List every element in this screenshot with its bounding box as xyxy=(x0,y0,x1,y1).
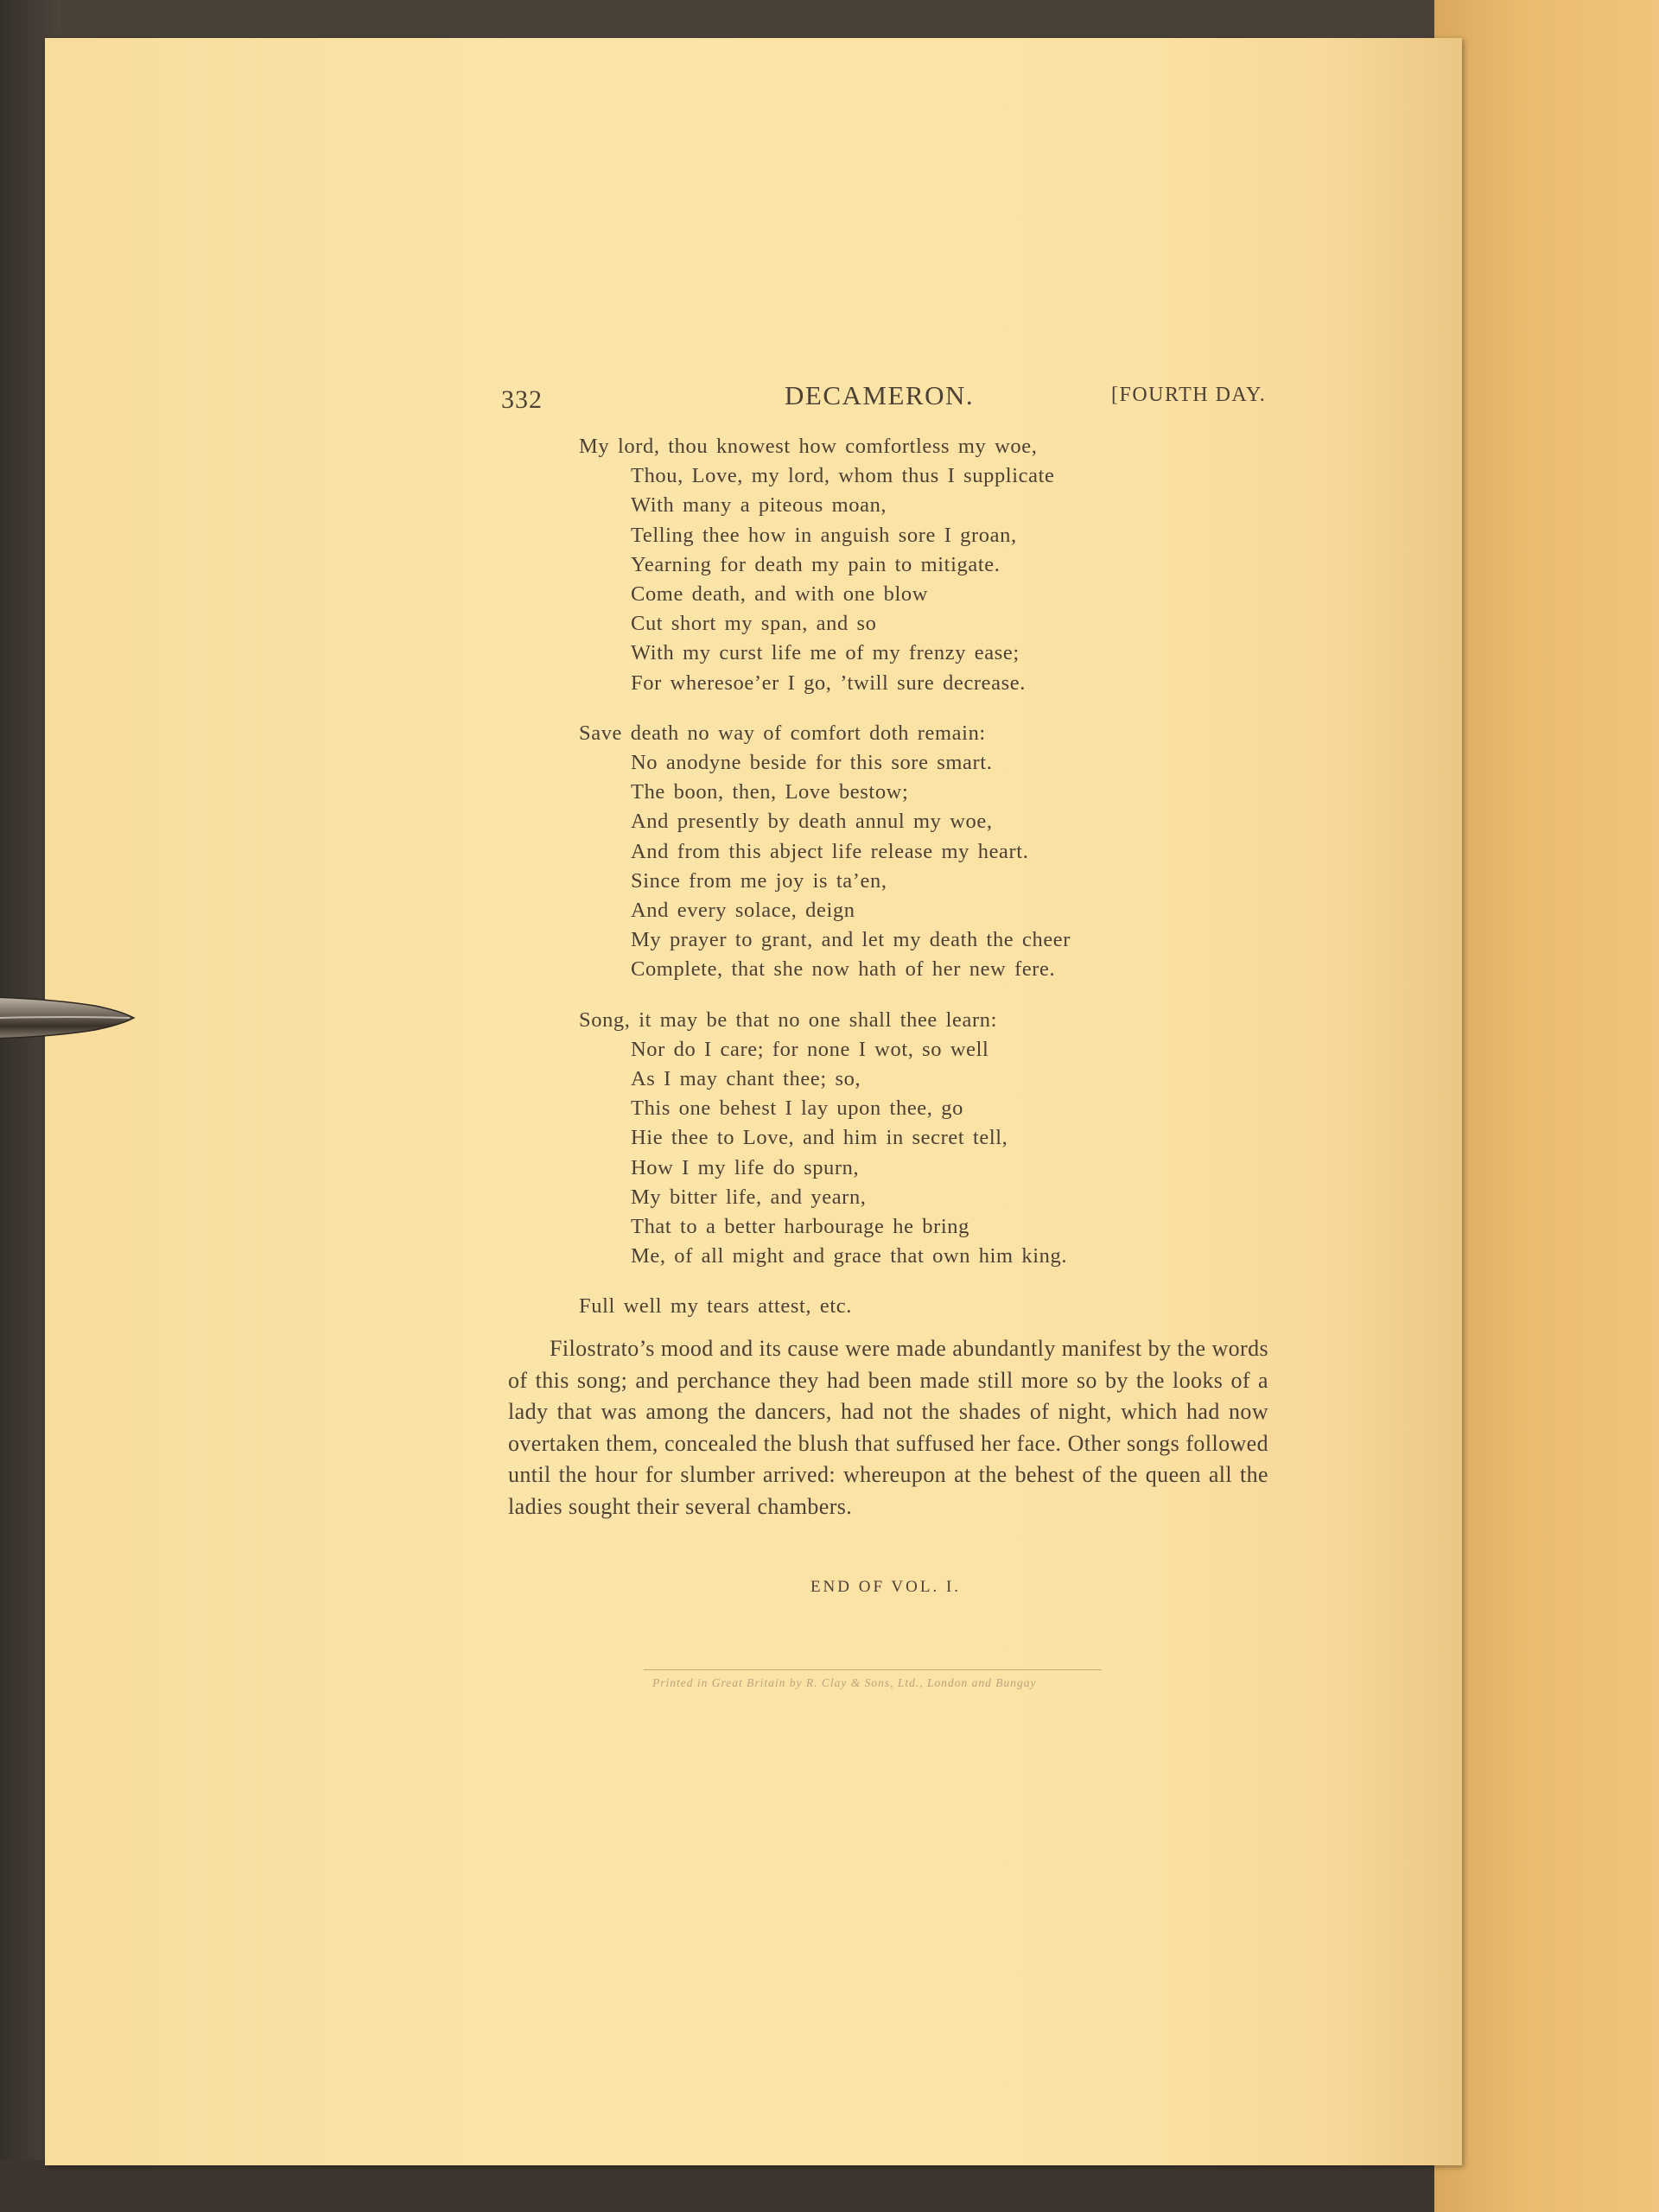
prose-paragraph: Filostrato’s mood and its cause were made abundantly manifest by the words of this song; and perchance they had been made still more so by the looks of a lady that was among the dancers, had not the shades of night, which had now overtaken them, concealed the blush that suffused her face. Other songs followed until the hour for slumber arrived: whereupon at the behest of the queen all the ladies sought their several chambers. xyxy=(508,1336,1268,1519)
verse-line: Nor do I care; for none I wot, so well xyxy=(631,1037,989,1061)
page-curve-shadow xyxy=(1335,38,1462,2165)
verse-line: As I may chant thee; so, xyxy=(631,1067,861,1091)
verse-line: No anodyne beside for this sore smart. xyxy=(631,751,993,775)
day-marker: [FOURTH DAY. xyxy=(1111,384,1267,406)
verse-line: My bitter life, and yearn, xyxy=(631,1185,867,1209)
poem xyxy=(579,432,1270,1321)
verse-line: Thou, Love, my lord, whom thus I supplicate xyxy=(631,464,1055,488)
verse-line: Hie thee to Love, and him in secret tell, xyxy=(631,1126,1008,1150)
verse-line: That to a better harbourage he bring xyxy=(631,1215,969,1239)
stanza-3 xyxy=(579,1006,1270,1272)
verse-line: Me, of all might and grace that own him king. xyxy=(631,1244,1068,1268)
verse-line: And presently by death annul my woe, xyxy=(631,810,993,834)
imprint-rule xyxy=(644,1669,1102,1670)
adjacent-page-edge xyxy=(1434,0,1659,2212)
verse-line: The boon, then, Love bestow; xyxy=(631,780,909,804)
verse-line: My prayer to grant, and let my death the cheer xyxy=(631,928,1071,952)
verse-line: How I my life do spurn, xyxy=(631,1155,860,1179)
verse-line: Complete, that she now hath of her new fere. xyxy=(631,957,1056,982)
page-number: 332 xyxy=(501,385,543,414)
stanza-2 xyxy=(579,719,1270,985)
verse-line: Cut short my span, and so xyxy=(631,612,877,636)
verse-line: My lord, thou knowest how comfortless my woe, xyxy=(579,435,1038,458)
backdrop-bottom xyxy=(0,2160,1659,2212)
verse-line: Song, it may be that no one shall thee learn: xyxy=(579,1007,998,1032)
stanza-1 xyxy=(579,432,1270,698)
book-title: DECAMERON. xyxy=(785,380,975,410)
verse-line: Come death, and with one blow xyxy=(631,582,929,607)
verse-line: Yearning for death my pain to mitigate. xyxy=(631,552,1001,576)
running-head xyxy=(501,378,1279,422)
verse-line: Save death no way of comfort doth remain: xyxy=(579,721,986,745)
verse-line: With many a piteous moan, xyxy=(631,493,887,518)
verse-line: And every solace, deign xyxy=(631,899,855,923)
end-of-volume-note: END OF VOL. I. xyxy=(810,1578,962,1596)
pen-nib-icon xyxy=(0,987,143,1047)
verse-line: Since from me joy is ta’en, xyxy=(631,868,887,893)
verse-line: And from this abject life release my heart. xyxy=(631,839,1029,863)
poem-closing-line: Full well my tears attest, etc. xyxy=(579,1294,852,1319)
verse-line: For wheresoe’er I go, ’twill sure decrease. xyxy=(631,671,1026,695)
printer-imprint: Printed in Great Britain by R. Clay & Sons, Ltd., London and Bungay xyxy=(652,1676,1037,1689)
verse-line: Telling thee how in anguish sore I groan, xyxy=(631,523,1017,547)
verse-line: This one behest I lay upon thee, go xyxy=(631,1096,963,1121)
verse-line: With my curst life me of my frenzy ease; xyxy=(631,641,1020,665)
